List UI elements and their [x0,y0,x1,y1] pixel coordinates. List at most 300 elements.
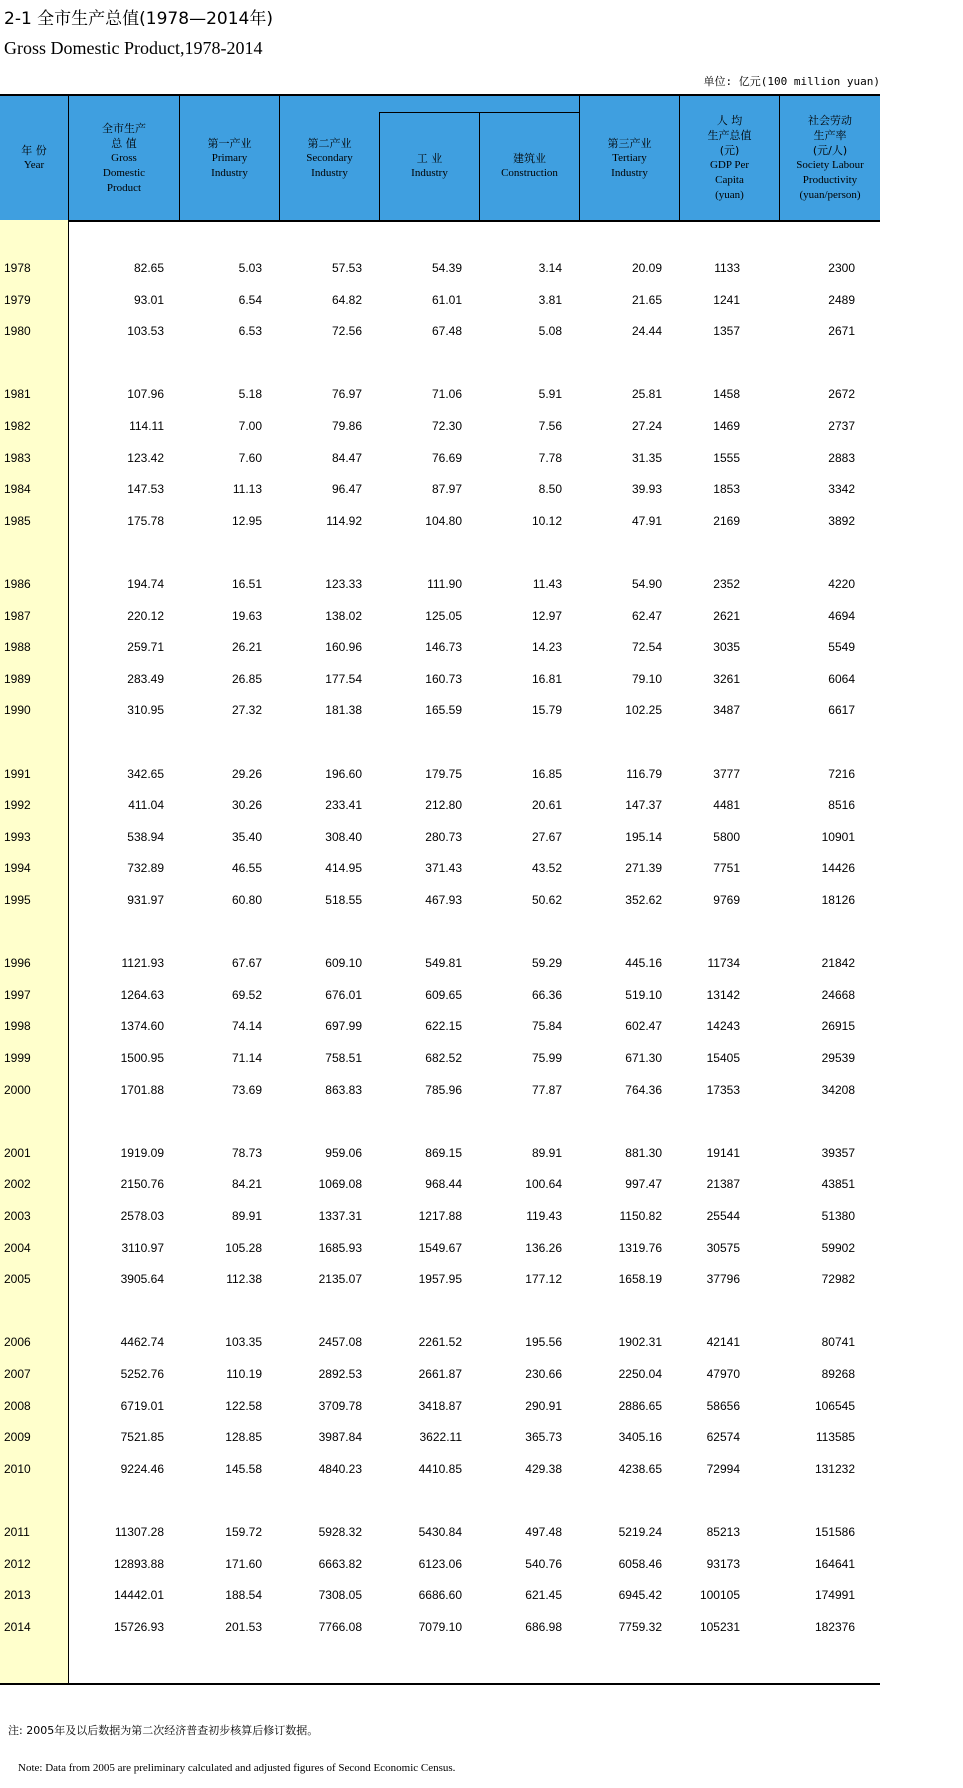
header-per-capita-cn: 人 均 生产总值 (元) [707,114,752,157]
value-cell: 7.60 [238,450,262,465]
value-cell: 93173 [706,1556,740,1571]
value-cell: 697.99 [325,1019,362,1034]
table-row [0,695,880,727]
value-cell: 59902 [821,1240,855,1255]
value-cell: 122.58 [225,1398,262,1413]
year-cell: 1989 [4,671,31,686]
value-cell: 4840.23 [318,1461,362,1476]
value-cell: 3709.78 [318,1398,362,1413]
value-cell: 50.62 [531,893,562,907]
value-cell: 12.97 [531,608,562,623]
value-cell: 931.97 [127,893,164,907]
value-cell: 85213 [706,1525,740,1539]
value-cell: 3418.87 [418,1398,462,1413]
value-cell: 549.81 [425,956,462,971]
value-cell: 25544 [706,1209,740,1223]
value-cell: 3.81 [538,292,562,307]
value-cell: 72.54 [631,640,662,655]
value-cell: 2621 [713,608,740,623]
value-cell: 271.39 [625,861,662,876]
year-cell: 2006 [4,1335,31,1350]
value-cell: 310.95 [127,703,164,718]
value-cell: 37796 [706,1272,740,1287]
value-cell: 1500.95 [120,1051,164,1065]
header-per-capita-en: GDP Per Capita (yuan) [709,159,749,201]
value-cell: 62.47 [631,608,662,623]
value-cell: 76.97 [331,387,362,402]
value-cell: 3987.84 [318,1430,362,1445]
value-cell: 12893.88 [113,1556,164,1571]
value-cell: 2300 [828,261,855,275]
table-title-cn: 2-1 全市生产总值(1978—2014年) [4,9,273,29]
value-cell: 518.55 [325,893,362,907]
header-gdp-cn: 全市生产 总 值 [102,121,146,150]
value-cell: 6.53 [238,324,262,339]
value-cell: 7.56 [538,419,562,433]
table-row [0,1138,880,1170]
header-divider [179,96,180,220]
value-cell: 147.53 [127,482,164,497]
header-divider [479,112,480,220]
year-cell: 1997 [4,987,31,1002]
value-cell: 1469 [713,419,740,433]
value-cell: 5800 [713,829,740,844]
value-cell: 24.44 [631,324,662,339]
value-cell: 30.26 [231,798,262,813]
value-cell: 16.85 [531,766,562,781]
value-cell: 171.60 [225,1556,262,1571]
value-cell: 7216 [828,766,855,781]
table-row [0,316,880,348]
value-cell: 79.86 [331,419,362,433]
value-cell: 35.40 [231,829,262,844]
value-cell: 78.73 [231,1145,262,1160]
value-cell: 212.80 [425,798,462,813]
value-cell: 174991 [814,1588,855,1603]
value-cell: 1902.31 [618,1335,662,1350]
value-cell: 19.63 [231,608,262,623]
value-cell: 76.69 [431,450,462,465]
header-tertiary-cn: 第三产业 [607,136,652,150]
year-cell: 1985 [4,513,31,528]
value-cell: 136.26 [525,1240,562,1255]
value-cell: 103.53 [127,324,164,339]
value-cell: 3035 [713,640,740,655]
value-cell: 113585 [815,1430,855,1445]
value-cell: 676.01 [325,987,362,1002]
value-cell: 15.79 [531,703,562,718]
value-cell: 182376 [814,1619,855,1634]
value-cell: 89.91 [231,1209,262,1223]
value-cell: 686.98 [525,1619,562,1634]
value-cell: 308.40 [325,829,362,844]
table-row [0,1422,880,1454]
value-cell: 64.82 [331,292,362,307]
header-industry [380,112,479,220]
value-cell: 2489 [828,292,855,307]
value-cell: 179.75 [425,766,462,781]
value-cell: 128.85 [225,1430,262,1445]
value-cell: 39357 [821,1145,855,1160]
value-cell: 123.33 [325,577,362,591]
value-cell: 107.96 [127,387,164,402]
value-cell: 110.19 [226,1367,262,1381]
value-cell: 15405 [706,1051,740,1065]
year-cell: 1992 [4,798,31,813]
value-cell: 18126 [821,893,855,907]
value-cell: 280.73 [425,829,462,844]
header-construction [480,112,579,220]
header-year [0,96,68,220]
value-cell: 290.91 [525,1398,562,1413]
value-cell: 26.21 [231,640,262,655]
value-cell: 342.65 [127,766,164,781]
table-row [0,822,880,854]
year-cell: 1991 [4,766,31,781]
value-cell: 71.14 [231,1051,262,1065]
value-cell: 43851 [821,1177,855,1192]
value-cell: 112.38 [226,1272,262,1287]
value-cell: 195.56 [525,1335,562,1350]
value-cell: 609.10 [325,956,362,971]
value-cell: 2883 [828,450,855,465]
table-row [0,474,880,506]
year-cell: 1978 [4,261,31,275]
value-cell: 11307.28 [114,1525,164,1539]
value-cell: 1121.93 [121,956,164,971]
value-cell: 2169 [713,513,740,528]
value-cell: 79.10 [631,671,662,686]
value-cell: 7079.10 [418,1619,462,1634]
value-cell: 5219.24 [618,1525,662,1539]
value-cell: 1919.09 [120,1145,164,1160]
value-cell: 71.06 [431,387,462,402]
year-cell: 2011 [4,1525,30,1539]
value-cell: 3342 [828,482,855,497]
header-divider [679,96,680,220]
value-cell: 75.99 [531,1051,562,1065]
value-cell: 3892 [828,513,855,528]
value-cell: 6945.42 [618,1588,662,1603]
value-cell: 2150.76 [120,1177,164,1192]
value-cell: 11.13 [232,482,262,497]
value-cell: 175.78 [127,513,164,528]
header-labour-cn: 社会劳动 生产率 (元/人) [808,114,852,157]
value-cell: 67.67 [231,956,262,971]
table-title-en: Gross Domestic Product,1978-2014 [4,38,263,58]
table-row [0,1075,880,1107]
value-cell: 116.79 [626,766,662,781]
value-cell: 74.14 [231,1019,262,1034]
value-cell: 622.15 [425,1019,462,1034]
value-cell: 12.95 [231,513,262,528]
value-cell: 1458 [713,387,740,402]
value-cell: 84.21 [231,1177,262,1192]
year-cell: 2013 [4,1588,31,1603]
value-cell: 2352 [713,577,740,591]
table-row [0,1580,880,1612]
value-cell: 1957.95 [418,1272,462,1287]
header-divider [379,112,380,220]
table-row [0,569,880,601]
value-cell: 4462.74 [120,1335,164,1350]
year-cell: 1998 [4,1019,31,1034]
value-cell: 103.35 [225,1335,262,1350]
value-cell: 14243 [706,1019,740,1034]
value-cell: 181.38 [325,703,362,718]
value-cell: 968.44 [425,1177,462,1192]
year-cell: 2007 [4,1367,31,1381]
value-cell: 1549.67 [418,1240,462,1255]
table-row [0,885,880,917]
header-secondary-cn: 第二产业 [307,136,352,150]
year-cell: 1988 [4,640,31,655]
value-cell: 11734 [707,956,740,971]
header-tertiary [580,96,679,220]
value-cell: 7759.32 [618,1619,662,1634]
value-cell: 17353 [706,1082,740,1097]
year-cell: 1982 [4,419,31,433]
value-cell: 119.43 [526,1209,562,1223]
value-cell: 220.12 [127,608,164,623]
value-cell: 26.85 [231,671,262,686]
value-cell: 145.58 [225,1461,262,1476]
header-divider [779,96,780,220]
table-row [0,790,880,822]
value-cell: 111.90 [427,577,462,591]
table-row [0,1391,880,1423]
value-cell: 104.80 [425,513,462,528]
value-cell: 47970 [706,1367,740,1381]
table-row [0,601,880,633]
table-row [0,1264,880,1296]
value-cell: 100.64 [525,1177,562,1192]
value-cell: 602.47 [625,1019,662,1034]
value-cell: 3487 [713,703,740,718]
value-cell: 14.23 [531,640,562,655]
value-cell: 5.91 [538,387,562,402]
table-row [0,664,880,696]
value-cell: 15726.93 [113,1619,164,1634]
value-cell: 371.43 [425,861,462,876]
value-cell: 82.65 [133,261,164,275]
header-construction-cn: 建筑业 [513,152,546,165]
value-cell: 233.41 [325,798,362,813]
header-year-en: Year [23,159,45,171]
value-cell: 5.08 [538,324,562,339]
value-cell: 125.05 [425,608,462,623]
value-cell: 11.43 [532,577,562,591]
value-cell: 758.51 [325,1051,362,1065]
value-cell: 21.65 [631,292,662,307]
value-cell: 25.81 [631,387,662,402]
value-cell: 283.49 [127,671,164,686]
value-cell: 414.95 [325,861,362,876]
value-cell: 6123.06 [418,1556,462,1571]
value-cell: 27.32 [231,703,262,718]
value-cell: 6686.60 [418,1588,462,1603]
value-cell: 29539 [821,1051,855,1065]
value-cell: 6663.82 [318,1556,362,1571]
value-cell: 194.74 [127,577,164,591]
value-cell: 47.91 [631,513,662,528]
value-cell: 671.30 [625,1051,662,1065]
year-cell: 2012 [4,1556,31,1571]
value-cell: 147.37 [625,798,662,813]
value-cell: 54.39 [431,261,462,275]
value-cell: 42141 [706,1335,740,1350]
value-cell: 2737 [828,419,855,433]
value-cell: 429.38 [525,1461,562,1476]
value-cell: 1133 [714,261,740,275]
value-cell: 69.52 [231,987,262,1002]
value-cell: 4481 [713,798,740,813]
value-cell: 5549 [828,640,855,655]
table-row [0,443,880,475]
header-primary [180,96,279,220]
value-cell: 881.30 [625,1145,662,1160]
value-cell: 467.93 [425,893,462,907]
value-cell: 89268 [821,1367,855,1381]
table-row [0,1169,880,1201]
value-cell: 151586 [814,1525,855,1539]
table-row [0,759,880,791]
table-row [0,1011,880,1043]
header-year-cn: 年 份 [21,144,47,157]
value-cell: 93.01 [133,292,164,307]
value-cell: 123.42 [127,450,164,465]
header-gdp [69,96,179,220]
value-cell: 259.71 [127,640,164,655]
year-cell: 2001 [4,1145,31,1160]
value-cell: 39.93 [631,482,662,497]
value-cell: 87.97 [431,482,462,497]
value-cell: 72.56 [331,324,362,339]
value-cell: 863.83 [325,1082,362,1097]
header-tertiary-en: Tertiary Industry [611,151,648,179]
value-cell: 1069.08 [318,1177,362,1192]
value-cell: 96.47 [331,482,362,497]
value-cell: 160.96 [325,640,362,655]
value-cell: 114.11 [129,419,164,433]
header-divider [279,96,280,220]
table-row [0,379,880,411]
value-cell: 73.69 [231,1082,262,1097]
value-cell: 75.84 [531,1019,562,1034]
value-cell: 66.36 [531,987,562,1002]
value-cell: 682.52 [425,1051,462,1065]
value-cell: 3261 [713,671,740,686]
value-cell: 6617 [828,703,855,718]
table-row [0,1454,880,1486]
value-cell: 9769 [713,893,740,907]
table-row [0,411,880,443]
value-cell: 6.54 [238,292,262,307]
year-cell: 1987 [4,608,31,623]
value-cell: 3777 [713,766,740,781]
value-cell: 1658.19 [618,1272,662,1287]
value-cell: 138.02 [325,608,362,623]
value-cell: 2457.08 [318,1335,362,1350]
value-cell: 2578.03 [120,1209,164,1223]
year-cell: 2014 [4,1619,31,1634]
value-cell: 2671 [828,324,855,339]
value-cell: 14426 [821,861,855,876]
year-cell: 1986 [4,577,31,591]
value-cell: 1374.60 [120,1019,164,1034]
header-labour [780,96,880,220]
value-cell: 1357 [713,324,740,339]
header-industry-en: Industry [411,167,448,179]
value-cell: 80741 [821,1335,855,1350]
value-cell: 67.48 [431,324,462,339]
value-cell: 1241 [713,292,740,307]
year-cell: 1994 [4,861,31,876]
value-cell: 519.10 [625,987,662,1002]
value-cell: 3110.97 [121,1240,164,1255]
value-cell: 31.35 [631,450,662,465]
table-bottom-rule [0,1683,880,1685]
table-row [0,253,880,285]
header-secondary [280,96,379,220]
unit-label: 单位: 亿元(100 million yuan) [703,75,880,88]
table-row [0,1517,880,1549]
year-cell: 2010 [4,1461,31,1476]
value-cell: 177.12 [525,1272,562,1287]
table-row [0,948,880,980]
value-cell: 959.06 [325,1145,362,1160]
value-cell: 5430.84 [418,1525,462,1539]
table-row [0,1359,880,1391]
header-construction-en: Construction [501,167,558,179]
year-cell: 2003 [4,1209,31,1223]
year-cell: 2000 [4,1082,31,1097]
value-cell: 997.47 [625,1177,662,1192]
value-cell: 538.94 [127,829,164,844]
year-cell: 1983 [4,450,31,465]
value-cell: 445.16 [625,956,662,971]
value-cell: 58656 [706,1398,740,1413]
year-cell: 1995 [4,893,31,907]
value-cell: 2250.04 [618,1367,662,1381]
value-cell: 146.73 [425,640,462,655]
header-primary-cn: 第一产业 [207,136,252,150]
value-cell: 1217.88 [418,1209,462,1223]
value-cell: 89.91 [531,1145,562,1160]
value-cell: 6058.46 [618,1556,662,1571]
value-cell: 7521.85 [120,1430,164,1445]
value-cell: 46.55 [231,861,262,876]
value-cell: 8516 [828,798,855,813]
value-cell: 5252.76 [120,1367,164,1381]
value-cell: 20.61 [531,798,562,813]
value-cell: 497.48 [525,1525,562,1539]
value-cell: 165.59 [425,703,462,718]
value-cell: 540.76 [525,1556,562,1571]
year-cell: 1993 [4,829,31,844]
value-cell: 6064 [828,671,855,686]
value-cell: 2892.53 [318,1367,362,1381]
value-cell: 21842 [821,956,855,971]
value-cell: 201.53 [225,1619,262,1634]
value-cell: 1701.88 [120,1082,164,1097]
value-cell: 13142 [706,987,740,1002]
value-cell: 4238.65 [618,1461,662,1476]
value-cell: 34208 [821,1082,855,1097]
year-cell: 1979 [4,292,31,307]
value-cell: 27.24 [631,419,662,433]
value-cell: 6719.01 [120,1398,164,1413]
